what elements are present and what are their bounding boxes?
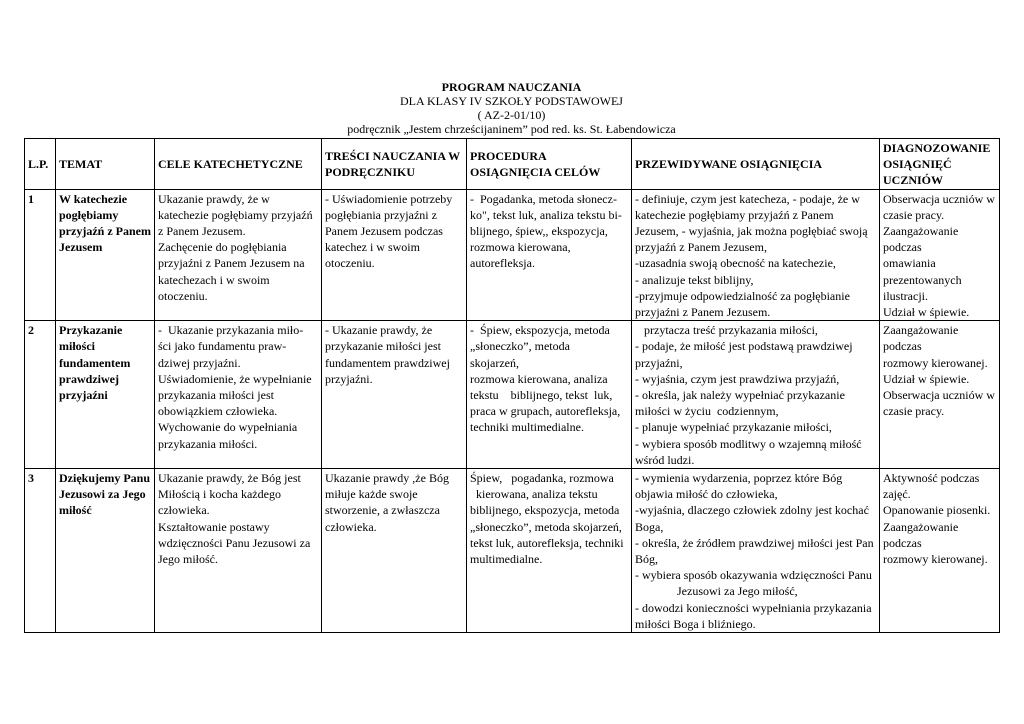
cell-cele [155,321,322,469]
cell-line: multimedialne. [470,552,543,567]
col-header-tresci [322,139,467,190]
cell-line: czasie pracy. [883,207,945,222]
cell-line: techniki multimedialne. [470,420,584,435]
header-line: TREŚCI NAUCZANIA W [325,149,461,164]
cell-line: miłości w życiu codziennym, [635,404,779,419]
cell-line: pogłębiamy [59,207,119,222]
cell-line: tekst luk, autorefleksja, techniki [470,535,624,550]
cell-line: przyjaźń z Panem [59,224,151,239]
cell-line: Opanowanie piosenki. [883,503,991,518]
table-row [25,469,1000,633]
cell-lp: 1 [25,189,56,321]
cell-diagnoza [880,189,1000,321]
cell-line: miłuje każde swoje [325,487,418,502]
cell-diagnoza [880,469,1000,633]
cell-line: Boga, [635,519,664,534]
cell-line: przyjaźni [59,388,108,403]
cell-line: - wybiera sposób okazywania wdzięczności Panu [635,568,872,583]
header-line: PROCEDURA [470,149,547,164]
cell-line: z Panem Jezusem. [158,224,246,239]
col-header-temat: TEMAT [56,139,155,190]
cell-line: „słoneczko”, metoda skojarzeń, [470,519,622,534]
cell-line: tekstu biblijnego, tekst luk, [470,388,613,403]
cell-line: prezentowanych ilustracji. [883,272,965,303]
cell-line: Miłością i kocha każdego [158,487,281,502]
cell-line: przykazanie miłości jest [325,339,441,354]
header-line: PODRĘCZNIKU [325,165,416,180]
cell-line: rozmowa kierowana, [470,240,571,255]
cell-line: fundamentem prawdziwej [325,355,450,370]
cell-line: Obserwacja uczniów w [883,191,995,206]
table-row [25,189,1000,321]
cell-line: - Uświadomienie potrzeby [325,191,453,206]
cell-line: -przyjmuje odpowiedzialność za pogłębianie [635,288,850,303]
cell-line: skojarzeń, [470,355,519,370]
cell-line: prawdziwej [59,371,119,386]
cell-line: - definiuje, czym jest katecheza, - podaje, że w [635,191,860,206]
cell-line: Udział w śpiewie. [883,305,970,320]
col-header-lp: L.P. [25,139,56,190]
cell-temat [56,189,155,321]
header-line: OSIĄGNIĘĆ [883,157,952,172]
cell-tresci [322,189,467,321]
cell-line: przyjaźni z Panem Jezusem. [635,305,771,320]
cell-line: katechez i w swoim [325,240,420,255]
cell-line: - Ukazanie przykazania miło- [158,323,304,338]
cell-line: - planuje wypełniać przykazanie miłości, [635,420,832,435]
cell-line: obowiązkiem człowieka. [158,404,278,419]
cell-line: - Śpiew, ekspozycja, metoda [470,323,610,338]
cell-line: kierowana, analiza tekstu [470,487,598,502]
cell-line: - Pogadanka, metoda słonecz- [470,191,617,206]
cell-line: objawia miłość do człowieka, [635,487,778,502]
cell-lp: 3 [25,469,56,633]
cell-line: - wyjaśnia, czym jest prawdziwa przyjaźń, [635,371,840,386]
cell-line: przyjaźni. [325,371,373,386]
cell-line: przytacza treść przykazania miłości, [635,323,818,338]
cell-osiagniecia [632,321,880,469]
header-line: OSIĄGNIĘCIA CELÓW [470,165,601,180]
cell-line: praca w grupach, autorefleksja, [470,404,621,419]
program-code: ( AZ-2-01/10) [477,108,546,122]
cell-line: - analizuje tekst biblijny, [635,272,754,287]
cell-line: Bóg, [635,552,659,567]
cell-line: Śpiew, pogadanka, rozmowa [470,471,614,486]
cell-line: - podaje, że miłość jest podstawą prawdziwej [635,339,853,354]
cell-line: przyjaźni, [635,355,683,370]
cell-line: katechezie pogłębiamy przyjaźń z Panem [635,207,834,222]
cell-line: fundamentem [59,355,131,370]
class-line: DLA KLASY IV SZKOŁY PODSTAWOWEJ [400,94,623,108]
cell-tresci [322,469,467,633]
document-header [24,80,999,136]
cell-line: blijnego, śpiew,, ekspozycja, [470,224,608,239]
cell-line: biblijnego, ekspozycja, metoda [470,503,620,518]
cell-cele [155,189,322,321]
col-header-procedura [467,139,632,190]
cell-line: otoczeniu. [325,256,375,271]
cell-line: Ukazanie prawdy, że w [158,191,270,206]
cell-line: przyjaźni z Panem Jezusem na [158,256,305,271]
cell-diagnoza [880,321,1000,469]
cell-line: czasie pracy. [883,404,945,419]
cell-line: Jezusowi za Jego miłość, [635,584,798,599]
cell-line: wdzięczności Panu Jezusowi za [158,535,311,550]
cell-line: W katechezie [59,191,128,206]
cell-line: Jezusowi za Jego [59,487,146,502]
cell-procedura [467,469,632,633]
cell-line: przykazania miłości jest [158,388,274,403]
cell-procedura [467,189,632,321]
cell-osiagniecia [632,189,880,321]
cell-line: Jezusem, - wyjaśnia, jak można pogłębiać swoją [635,224,868,239]
col-header-osiagniecia: PRZEWIDYWANE OSIĄGNIĘCIA [632,139,880,190]
cell-line: miłość [59,503,92,518]
cell-line: Wychowanie do wypełniania [158,420,298,435]
cell-line: - określa, że źródłem prawdziwej miłości jest Pan [635,535,874,550]
cell-line: autorefleksja. [470,256,535,271]
cell-line: stworzenie, a zwłaszcza [325,503,440,518]
cell-line: człowieka. [158,503,210,518]
cell-line: Jego miłość. [158,552,218,567]
cell-line: miłości Boga i bliźniego. [635,616,756,631]
col-header-cele: CELE KATECHETYCZNE [155,139,322,190]
cell-line: Ukazanie prawdy ,że Bóg [325,471,449,486]
cell-line: - dowodzi konieczności wypełniania przykazania [635,600,872,615]
cell-line: Dziękujemy Panu [59,471,150,486]
cell-line: -uzasadnia swoją obecność na katechezie, [635,256,836,271]
cell-line: pogłębiania przyjaźni z [325,207,437,222]
cell-line: - Ukazanie prawdy, że [325,323,433,338]
cell-line: rozmowy kierowanej. [883,552,988,567]
cell-line: dziwej przyjaźni. [158,355,241,370]
col-header-diagnoza [880,139,1000,190]
cell-line: przyjaźń z Panem Jezusem, [635,240,767,255]
cell-procedura [467,321,632,469]
cell-line: katechezie pogłębiamy przyjaźń [158,207,313,222]
cell-temat [56,321,155,469]
cell-line: katechezach i w swoim [158,272,270,287]
cell-line: Zaangażowanie podczas [883,519,962,550]
program-title: PROGRAM NAUCZANIA [441,80,582,94]
cell-osiagniecia [632,469,880,633]
cell-line: Jezusem [59,240,103,255]
cell-line: otoczeniu. [158,288,208,303]
cell-line: - wymienia wydarzenia, poprzez które Bóg [635,471,843,486]
cell-line: „słoneczko”, metoda [470,339,570,354]
cell-cele [155,469,322,633]
cell-line: Panem Jezusem podczas [325,224,443,239]
cell-line: Ukazanie prawdy, że Bóg jest [158,471,301,486]
cell-line: ko", tekst luk, analiza tekstu bi- [470,207,622,222]
cell-line: rozmowa kierowana, analiza [470,371,608,386]
cell-line: rozmowy kierowanej. [883,355,988,370]
cell-line: Przykazanie [59,323,123,338]
cell-line: Udział w śpiewie. [883,371,970,386]
header-line: UCZNIÓW [883,173,944,188]
cell-line: przykazania miłości. [158,436,258,451]
table-row [25,321,1000,469]
cell-temat [56,469,155,633]
cell-line: Kształtowanie postawy [158,519,270,534]
cell-line: -wyjaśnia, dlaczego człowiek zdolny jest kochać [635,503,869,518]
cell-line: Aktywność podczas zajęć. [883,471,983,502]
cell-line: Zaangażowanie podczas [883,323,962,354]
cell-line: Uświadomienie, że wypełnianie [158,371,312,386]
cell-line: - określa, jak należy wypełniać przykazanie [635,388,845,403]
cell-line: ści jako fundamentu praw- [158,339,287,354]
cell-line: Zachęcenie do pogłębiania [158,240,287,255]
cell-line: wśród ludzi. [635,452,695,467]
header-line: DIAGNOZOWANIE [883,141,991,155]
cell-line: Zaangażowanie podczas [883,224,962,255]
curriculum-table [24,138,1000,633]
cell-line: - wybiera sposób modlitwy o wzajemną miłość [635,436,862,451]
cell-tresci [322,321,467,469]
cell-line: miłości [59,339,95,354]
cell-line: omawiania [883,256,936,271]
cell-line: Obserwacja uczniów w [883,388,995,403]
table-header-row [25,139,1000,190]
cell-lp: 2 [25,321,56,469]
cell-line: człowieka. [325,519,377,534]
textbook-line: podręcznik „Jestem chrześcijaninem” pod red. ks. St. Łabendowicza [347,122,676,136]
